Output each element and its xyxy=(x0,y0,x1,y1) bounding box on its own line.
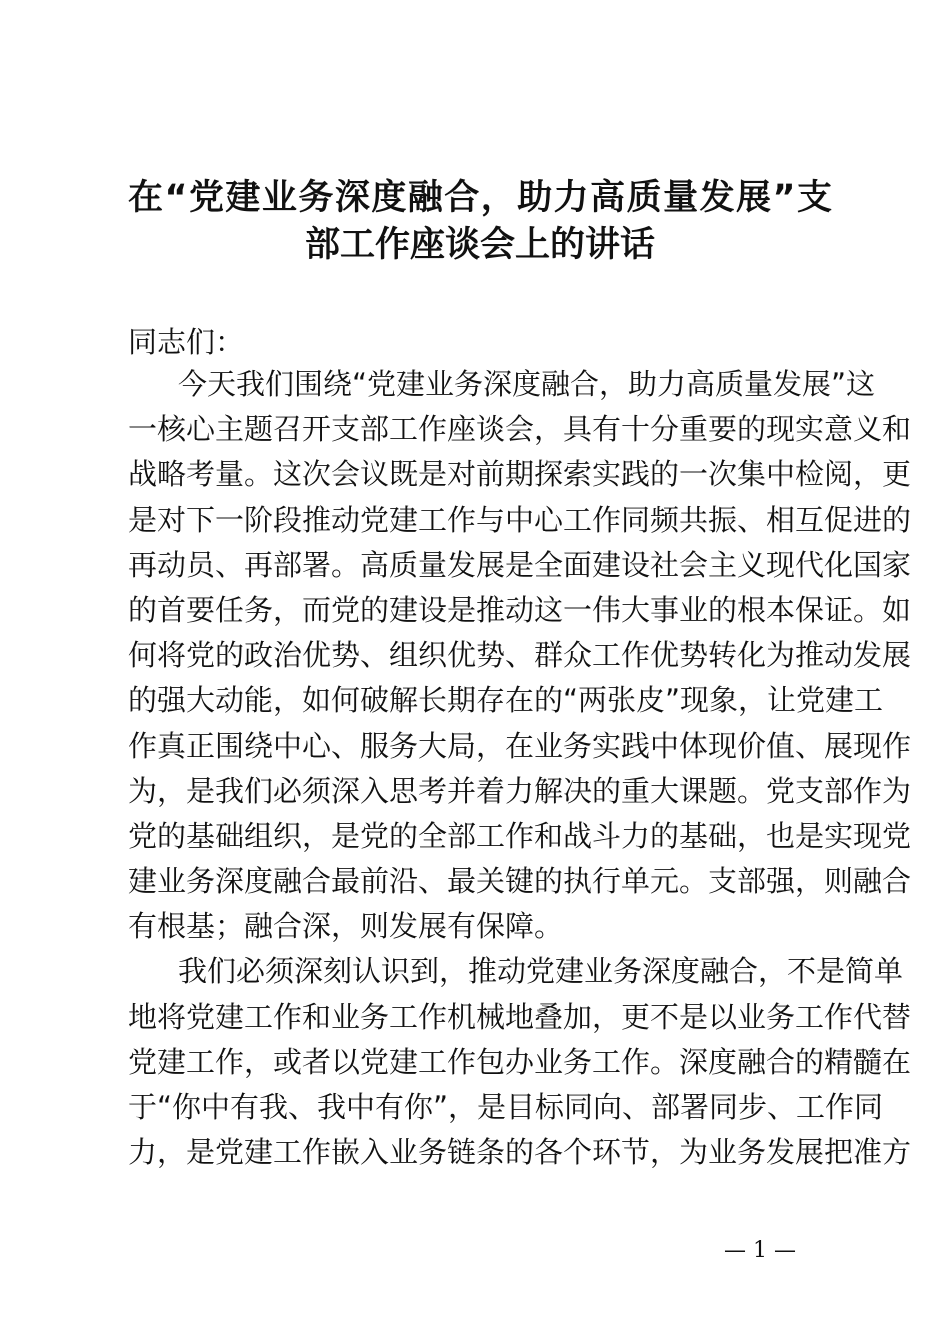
paragraph-line: 作真正围绕中心、服务大局，在业务实践中体现价值、展现作 xyxy=(128,728,912,763)
paragraph-line: 我们必须深刻认识到，推动党建业务深度融合，不是简单 xyxy=(178,954,904,989)
paragraph xyxy=(128,949,912,1175)
paragraph-line: 于“你中有我、我中有你”，是目标同向、部署同步、工作同 xyxy=(128,1090,884,1124)
paragraph-line: 再动员、再部署。高质量发展是全面建设社会主义现代化国家 xyxy=(128,547,912,582)
paragraph-line: 有根基；融合深，则发展有保障。 xyxy=(128,909,564,944)
document-body xyxy=(128,362,912,1175)
paragraph-line: 为，是我们必须深入思考并着力解决的重大课题。党支部作为 xyxy=(128,773,912,808)
paragraph-line: 建业务深度融合最前沿、最关键的执行单元。支部强，则融合 xyxy=(128,864,912,899)
paragraph-line: 的强大动能，如何破解长期存在的“两张皮”现象，让党建工 xyxy=(128,683,884,718)
page-number: — 1 — xyxy=(724,1238,796,1263)
paragraph-line: 一核心主题召开支部工作座谈会，具有十分重要的现实意义和 xyxy=(128,412,912,447)
document-title-line-1: 在“党建业务深度融合，助力高质量发展”支 xyxy=(128,178,832,218)
paragraph-line: 战略考量。这次会议既是对前期探索实践的一次集中检阅，更 xyxy=(128,457,912,492)
paragraph-line: 地将党建工作和业务工作机械地叠加，更不是以业务工作代替 xyxy=(128,999,912,1034)
salutation: 同志们： xyxy=(128,325,245,359)
paragraph-line: 党的基础组织，是党的全部工作和战斗力的基础，也是实现党 xyxy=(128,818,912,853)
paragraph-line: 的首要任务，而党的建设是推动这一伟大事业的根本保证。如 xyxy=(128,592,912,627)
paragraph-line: 力，是党建工作嵌入业务链条的各个环节，为业务发展把准方 xyxy=(128,1135,912,1170)
paragraph-line: 党建工作，或者以党建工作包办业务工作。深度融合的精髓在 xyxy=(128,1044,912,1079)
paragraph-line: 何将党的政治优势、组织优势、群众工作优势转化为推动发展 xyxy=(128,638,912,673)
paragraph-line: 今天我们围绕“党建业务深度融合，助力高质量发展”这 xyxy=(178,367,876,401)
paragraph-line: 是对下一阶段推动党建工作与中心工作同频共振、相互促进的 xyxy=(128,502,912,537)
document-title-line-2: 部工作座谈会上的讲话 xyxy=(304,225,655,265)
paragraph xyxy=(128,362,912,949)
